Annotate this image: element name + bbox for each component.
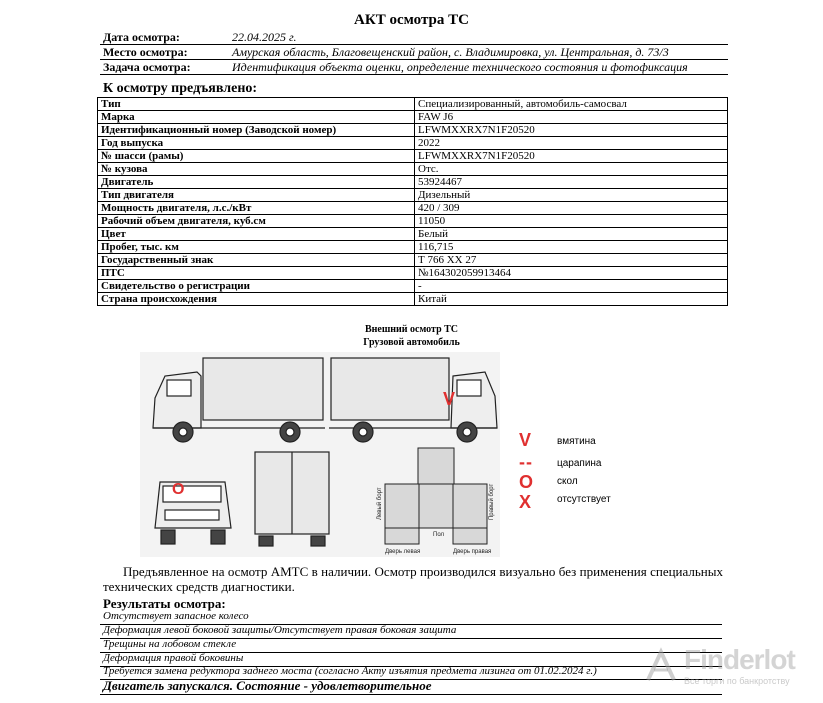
- meta-row-date: [100, 30, 728, 45]
- property-key: № кузова: [98, 163, 415, 176]
- property-key: Двигатель: [98, 176, 415, 189]
- property-value: 116,715: [415, 241, 728, 254]
- legend-label-scratch: царапина: [557, 458, 602, 469]
- meta-row-task: [100, 60, 728, 75]
- table-row: [98, 111, 728, 124]
- property-key: Страна происхождения: [98, 293, 415, 306]
- property-key: Мощность двигателя, л.с./кВт: [98, 202, 415, 215]
- property-key: Год выпуска: [98, 137, 415, 150]
- legend-symbol-chip: O: [519, 472, 534, 492]
- property-value: LFWMXXRX7N1F20520: [415, 124, 728, 137]
- result-row: [100, 624, 722, 639]
- table-row: [98, 189, 728, 202]
- inspection-paragraph: Предъявленное на осмотр АМТС в наличии. Осмотр производился визуально без применения специальных технических средств диагностики.: [103, 564, 723, 594]
- table-row: [98, 124, 728, 137]
- table-row: [98, 98, 728, 111]
- property-value: Т 766 ХХ 27: [415, 254, 728, 267]
- truck-rear-view: [255, 452, 329, 546]
- meta-row-place: [100, 45, 728, 60]
- result-text: Трещины на лобовом стекле: [103, 638, 237, 650]
- property-value: Дизельный: [415, 189, 728, 202]
- property-value: 2022: [415, 137, 728, 150]
- meta-label: Задача осмотра:: [103, 60, 191, 74]
- table-row: [98, 241, 728, 254]
- result-row: [100, 610, 722, 625]
- property-value: Китай: [415, 293, 728, 306]
- result-row: [100, 638, 722, 653]
- final-statement-text: Двигатель запускался. Состояние - удовлетворительное: [103, 678, 432, 693]
- property-key: Тип: [98, 98, 415, 111]
- table-row: [98, 176, 728, 189]
- results-heading: Результаты осмотра:: [103, 596, 226, 611]
- result-text: Деформация правой боковины: [103, 652, 244, 664]
- meta-value: Идентификация объекта оценки, определение технического состояния и фотофиксация: [232, 60, 688, 74]
- result-text: Требуется замена редуктора заднего моста (согласно Акту изъятия предмета лизинга от 01.02.2024 г.): [103, 665, 597, 677]
- legend-label-missing: отсутствует: [557, 494, 611, 505]
- property-key: Тип двигателя: [98, 189, 415, 202]
- body-label-door-right: Дверь правая: [453, 549, 492, 555]
- property-value: №164302059913464: [415, 267, 728, 280]
- body-label-door-left: Дверь левая: [385, 549, 421, 555]
- property-value: LFWMXXRX7N1F20520: [415, 150, 728, 163]
- final-statement: [100, 678, 722, 695]
- meta-value: Амурская область, Благовещенский район, с. Владимировка, ул. Центральная, д. 73/3: [232, 45, 669, 59]
- result-text: Деформация левой боковой защиты/Отсутствует правая боковая защита: [103, 624, 457, 636]
- table-row: [98, 228, 728, 241]
- property-key: № шасси (рамы): [98, 150, 415, 163]
- table-row: [98, 293, 728, 306]
- result-text: Отсутствует запасное колесо: [103, 610, 249, 622]
- property-key: Пробег, тыс. км: [98, 241, 415, 254]
- property-key: ПТС: [98, 267, 415, 280]
- property-key: Цвет: [98, 228, 415, 241]
- property-key: Идентификационный номер (Заводской номер): [98, 124, 415, 137]
- meta-label: Дата осмотра:: [103, 30, 180, 44]
- body-label-right-side: Правый борт: [489, 483, 495, 520]
- diagram-subtitle: Грузовой автомобиль: [363, 337, 460, 348]
- property-value: Специализированный, автомобиль-самосвал: [415, 98, 728, 111]
- body-label-left-side: Левый борт: [377, 487, 383, 520]
- table-row: [98, 163, 728, 176]
- legend-symbol-scratch: - -: [519, 452, 530, 472]
- table-row: [98, 267, 728, 280]
- legend-symbol-missing: X: [519, 492, 532, 512]
- property-value: FAW J6: [415, 111, 728, 124]
- meta-value: 22.04.2025 г.: [232, 30, 297, 44]
- property-value: Белый: [415, 228, 728, 241]
- property-value: 11050: [415, 215, 728, 228]
- property-key: Свидетельство о регистрации: [98, 280, 415, 293]
- legend-symbol-dent: V: [519, 430, 532, 450]
- watermark-name: Finderlot: [684, 644, 795, 675]
- damage-legend: [515, 430, 625, 520]
- properties-table: [97, 97, 728, 306]
- property-key: Рабочий объем двигателя, куб.см: [98, 215, 415, 228]
- property-key: Марка: [98, 111, 415, 124]
- watermark: [640, 642, 820, 692]
- legend-label-chip: скол: [557, 476, 578, 487]
- front-damage-mark: O: [172, 481, 185, 498]
- watermark-subtitle: Все торги по банкротству: [684, 676, 790, 686]
- diagram-title: Внешний осмотр ТС: [364, 324, 459, 335]
- legend-label-dent: вмятина: [557, 436, 596, 447]
- document-title: АКТ осмотра ТС: [354, 12, 469, 28]
- meta-label: Место осмотра:: [103, 45, 188, 59]
- table-row: [98, 137, 728, 150]
- table-row: [98, 202, 728, 215]
- table-row: [98, 215, 728, 228]
- property-key: Государственный знак: [98, 254, 415, 267]
- watermark-logo-icon: [642, 646, 680, 686]
- table-row: [98, 280, 728, 293]
- table-row: [98, 254, 728, 267]
- body-label-floor: Пол: [433, 532, 445, 538]
- presented-heading: К осмотру предъявлено:: [103, 81, 258, 96]
- property-value: 420 / 309: [415, 202, 728, 215]
- side-damage-mark: V: [443, 389, 456, 409]
- table-row: [98, 150, 728, 163]
- property-value: -: [415, 280, 728, 293]
- property-value: Отс.: [415, 163, 728, 176]
- property-value: 53924467: [415, 176, 728, 189]
- truck-diagram: [135, 350, 505, 560]
